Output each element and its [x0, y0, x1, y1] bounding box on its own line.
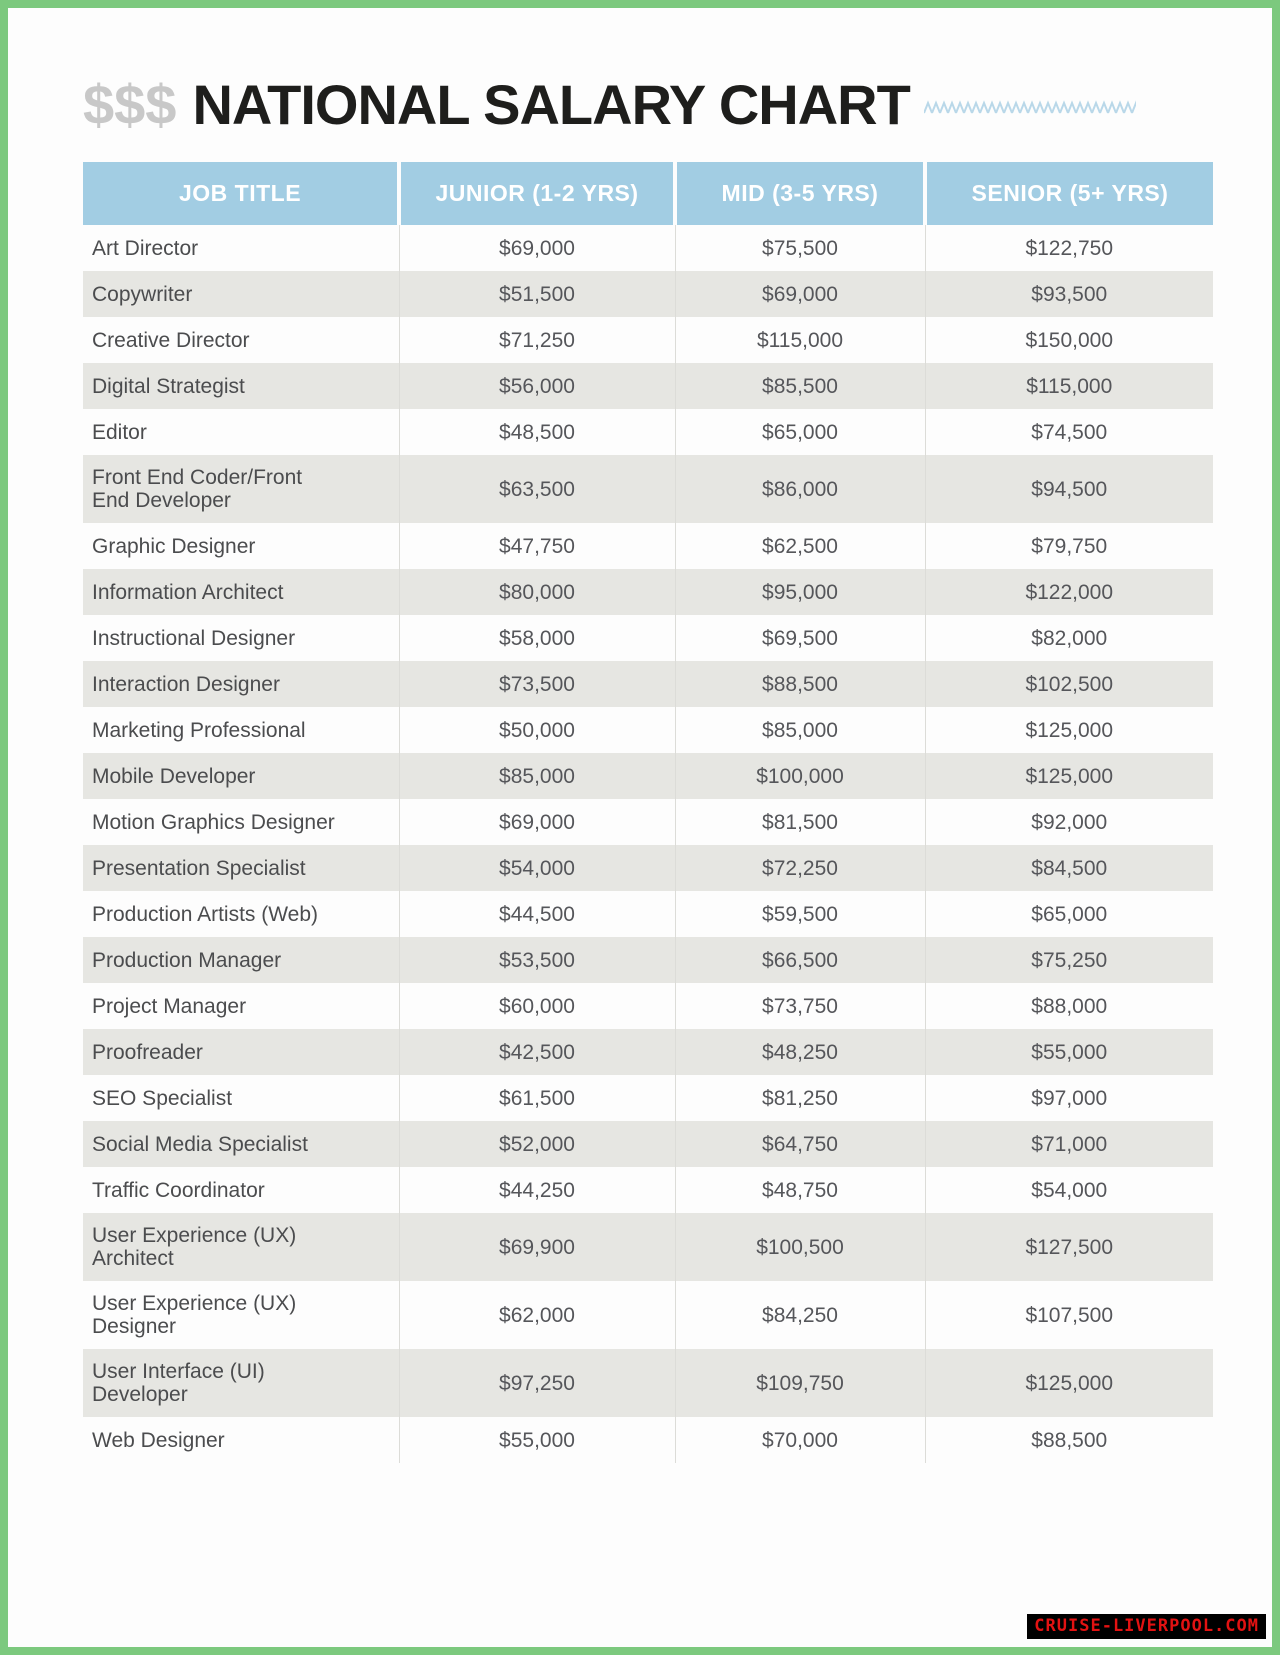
salary-cell-senior: $82,000 — [925, 615, 1213, 661]
salary-cell-senior: $94,500 — [925, 455, 1213, 523]
salary-cell-junior: $69,000 — [399, 225, 675, 271]
salary-cell-senior: $79,750 — [925, 523, 1213, 569]
table-row — [83, 1349, 1213, 1417]
table-row — [83, 1417, 1213, 1463]
salary-cell-senior: $97,000 — [925, 1075, 1213, 1121]
table-row — [83, 271, 1213, 317]
salary-cell-junior: $44,500 — [399, 891, 675, 937]
salary-cell-mid: $70,000 — [675, 1417, 925, 1463]
salary-cell-senior: $150,000 — [925, 317, 1213, 363]
table-header-row — [83, 162, 1213, 225]
salary-table-body — [83, 225, 1213, 1463]
salary-cell-mid: $62,500 — [675, 523, 925, 569]
column-header-mid: MID (3-5 YRS) — [675, 162, 925, 225]
salary-cell-junior: $61,500 — [399, 1075, 675, 1121]
salary-cell-mid: $100,000 — [675, 753, 925, 799]
job-title-cell: Art Director — [92, 236, 199, 260]
table-row — [83, 1281, 1213, 1349]
salary-cell-senior: $74,500 — [925, 409, 1213, 455]
salary-cell-mid: $69,000 — [675, 271, 925, 317]
job-title-cell: Marketing Professional — [92, 718, 306, 742]
salary-cell-junior: $54,000 — [399, 845, 675, 891]
column-header-junior: JUNIOR (1-2 YRS) — [399, 162, 675, 225]
salary-cell-senior: $84,500 — [925, 845, 1213, 891]
table-row — [83, 1029, 1213, 1075]
salary-cell-mid: $81,250 — [675, 1075, 925, 1121]
job-title-cell: Proofreader — [92, 1040, 203, 1064]
salary-cell-junior: $44,250 — [399, 1167, 675, 1213]
job-title-cell: Social Media Specialist — [92, 1132, 308, 1156]
table-row — [83, 891, 1213, 937]
salary-cell-junior: $51,500 — [399, 271, 675, 317]
salary-cell-senior: $88,000 — [925, 983, 1213, 1029]
job-title-cell: User Experience (UX) Architect — [92, 1224, 297, 1270]
watermark: CRUISE-LIVERPOOL.COM — [1027, 1614, 1266, 1639]
salary-cell-senior: $55,000 — [925, 1029, 1213, 1075]
salary-cell-senior: $92,000 — [925, 799, 1213, 845]
job-title-cell: Web Designer — [92, 1428, 225, 1452]
job-title-cell: Interaction Designer — [92, 672, 280, 696]
salary-cell-junior: $69,000 — [399, 799, 675, 845]
salary-cell-mid: $84,250 — [675, 1281, 925, 1349]
job-title-cell: Digital Strategist — [92, 374, 245, 398]
salary-table — [83, 162, 1213, 1463]
salary-cell-senior: $122,000 — [925, 569, 1213, 615]
table-row — [83, 455, 1213, 523]
job-title-cell: Mobile Developer — [92, 764, 256, 788]
salary-cell-junior: $48,500 — [399, 409, 675, 455]
salary-cell-junior: $55,000 — [399, 1417, 675, 1463]
salary-cell-junior: $71,250 — [399, 317, 675, 363]
salary-cell-senior: $75,250 — [925, 937, 1213, 983]
job-title-cell: Creative Director — [92, 328, 250, 352]
salary-cell-senior: $102,500 — [925, 661, 1213, 707]
salary-cell-mid: $115,000 — [675, 317, 925, 363]
salary-cell-junior: $42,500 — [399, 1029, 675, 1075]
salary-cell-senior: $71,000 — [925, 1121, 1213, 1167]
salary-cell-senior: $125,000 — [925, 707, 1213, 753]
job-title-cell: Production Manager — [92, 948, 282, 972]
table-row — [83, 317, 1213, 363]
table-row — [83, 983, 1213, 1029]
salary-cell-junior: $73,500 — [399, 661, 675, 707]
salary-cell-mid: $65,000 — [675, 409, 925, 455]
salary-cell-senior: $125,000 — [925, 753, 1213, 799]
salary-cell-senior: $115,000 — [925, 363, 1213, 409]
table-row — [83, 661, 1213, 707]
job-title-cell: Traffic Coordinator — [92, 1178, 265, 1202]
salary-cell-senior: $107,500 — [925, 1281, 1213, 1349]
salary-cell-senior: $125,000 — [925, 1349, 1213, 1417]
job-title-cell: Project Manager — [92, 994, 247, 1018]
job-title-cell: User Experience (UX) Designer — [92, 1292, 297, 1338]
salary-cell-junior: $69,900 — [399, 1213, 675, 1281]
job-title-cell: Editor — [92, 420, 147, 444]
table-row — [83, 523, 1213, 569]
job-title-cell: Graphic Designer — [92, 534, 256, 558]
salary-cell-junior: $85,000 — [399, 753, 675, 799]
salary-cell-mid: $66,500 — [675, 937, 925, 983]
salary-cell-mid: $85,000 — [675, 707, 925, 753]
salary-cell-mid: $81,500 — [675, 799, 925, 845]
salary-cell-junior: $53,500 — [399, 937, 675, 983]
salary-cell-junior: $97,250 — [399, 1349, 675, 1417]
page-title-text: NATIONAL SALARY CHART — [192, 73, 910, 136]
table-row — [83, 409, 1213, 455]
job-title-cell: Instructional Designer — [92, 626, 296, 650]
salary-cell-junior: $56,000 — [399, 363, 675, 409]
salary-table-head — [83, 162, 1213, 225]
salary-cell-junior: $62,000 — [399, 1281, 675, 1349]
job-title-cell: SEO Specialist — [92, 1086, 233, 1110]
salary-cell-junior: $50,000 — [399, 707, 675, 753]
salary-cell-mid: $85,500 — [675, 363, 925, 409]
salary-cell-mid: $48,750 — [675, 1167, 925, 1213]
salary-cell-junior: $80,000 — [399, 569, 675, 615]
table-row — [83, 845, 1213, 891]
table-row — [83, 363, 1213, 409]
table-row — [83, 1075, 1213, 1121]
salary-cell-mid: $73,750 — [675, 983, 925, 1029]
table-row — [83, 225, 1213, 271]
table-row — [83, 569, 1213, 615]
salary-cell-mid: $109,750 — [675, 1349, 925, 1417]
salary-cell-junior: $58,000 — [399, 615, 675, 661]
salary-cell-junior: $60,000 — [399, 983, 675, 1029]
column-header-job-title: JOB TITLE — [83, 162, 399, 225]
salary-cell-senior: $93,500 — [925, 271, 1213, 317]
job-title-cell: User Interface (UI) Developer — [92, 1360, 265, 1406]
salary-cell-senior: $88,500 — [925, 1417, 1213, 1463]
job-title-cell: Production Artists (Web) — [92, 902, 319, 926]
salary-cell-junior: $63,500 — [399, 455, 675, 523]
table-row — [83, 1121, 1213, 1167]
salary-cell-senior: $122,750 — [925, 225, 1213, 271]
salary-cell-mid: $100,500 — [675, 1213, 925, 1281]
table-row — [83, 707, 1213, 753]
salary-cell-mid: $72,250 — [675, 845, 925, 891]
job-title-cell: Information Architect — [92, 580, 284, 604]
salary-cell-mid: $64,750 — [675, 1121, 925, 1167]
dollar-signs-icon: $$$ — [83, 73, 177, 136]
salary-cell-senior: $65,000 — [925, 891, 1213, 937]
page-header — [8, 8, 1272, 136]
salary-cell-mid: $69,500 — [675, 615, 925, 661]
salary-cell-mid: $86,000 — [675, 455, 925, 523]
job-title-cell: Presentation Specialist — [92, 856, 306, 880]
table-row — [83, 1213, 1213, 1281]
salary-cell-mid: $95,000 — [675, 569, 925, 615]
zigzag-decoration-icon — [924, 100, 1136, 116]
table-row — [83, 799, 1213, 845]
salary-cell-junior: $52,000 — [399, 1121, 675, 1167]
column-header-senior: SENIOR (5+ YRS) — [925, 162, 1213, 225]
salary-cell-mid: $75,500 — [675, 225, 925, 271]
salary-cell-junior: $47,750 — [399, 523, 675, 569]
table-row — [83, 615, 1213, 661]
table-row — [83, 1167, 1213, 1213]
job-title-cell: Front End Coder/Front End Developer — [92, 466, 303, 512]
table-row — [83, 937, 1213, 983]
job-title-cell: Motion Graphics Designer — [92, 810, 335, 834]
salary-cell-mid: $59,500 — [675, 891, 925, 937]
salary-cell-mid: $48,250 — [675, 1029, 925, 1075]
job-title-cell: Copywriter — [92, 282, 193, 306]
page-title — [83, 74, 1272, 136]
salary-cell-mid: $88,500 — [675, 661, 925, 707]
salary-cell-senior: $54,000 — [925, 1167, 1213, 1213]
salary-cell-senior: $127,500 — [925, 1213, 1213, 1281]
table-row — [83, 753, 1213, 799]
